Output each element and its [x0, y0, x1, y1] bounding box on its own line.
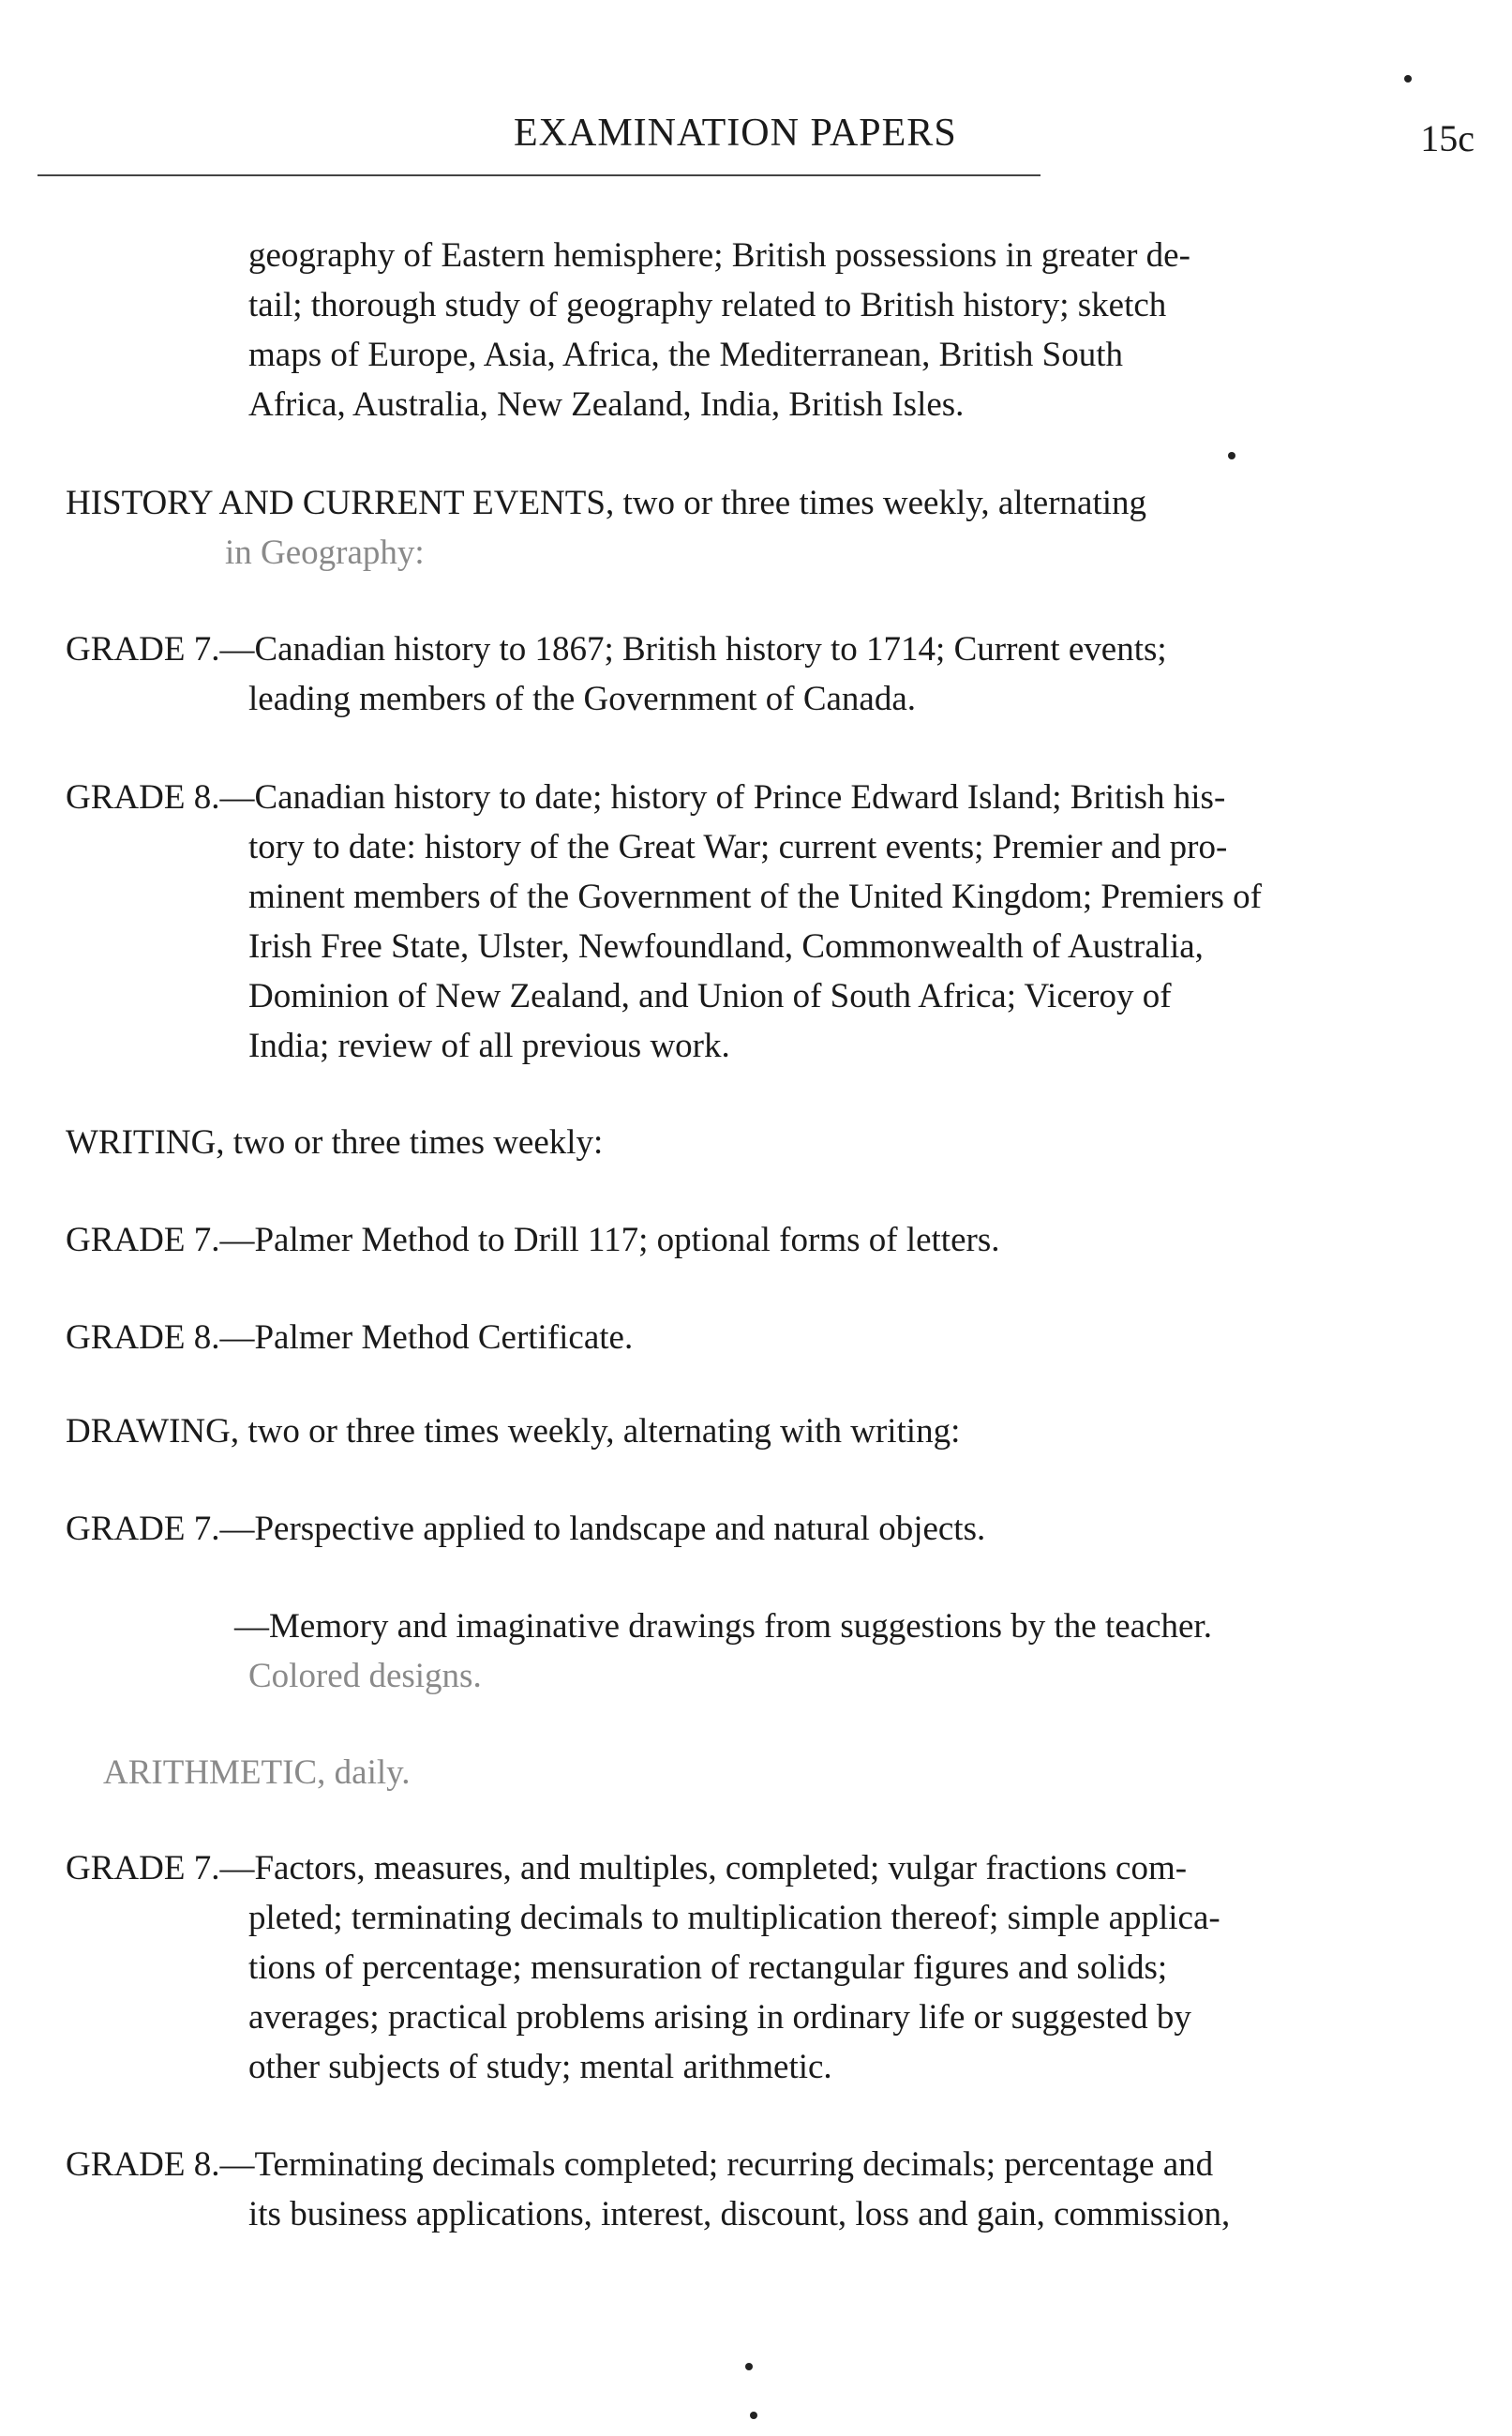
geography-continuation-paragraph: [248, 231, 1472, 429]
writing-heading-paragraph: [66, 1118, 1472, 1167]
text-line: GRADE 7.—Palmer Method to Drill 117; optional forms of letters.: [66, 1221, 1000, 1259]
text-line: tail; thorough study of geography related to British history; sketch: [248, 286, 1167, 324]
scan-speck: [750, 2412, 757, 2419]
text-line: leading members of the Government of Canada.: [248, 680, 917, 718]
text-line: in Geography:: [225, 534, 425, 572]
arithmetic-grade-7-paragraph: [66, 1843, 1472, 2092]
text-line: WRITING, two or three times weekly:: [66, 1123, 604, 1162]
text-line: ARITHMETIC, daily.: [103, 1753, 411, 1792]
text-line: GRADE 7.—Factors, measures, and multiples, completed; vulgar fractions com-: [66, 1849, 1188, 1887]
text-line: other subjects of study; mental arithmetic.: [248, 2048, 832, 2086]
arithmetic-heading-paragraph: [103, 1748, 1472, 1797]
page-number: 15c: [1420, 117, 1475, 159]
history-grade-7-paragraph: [66, 624, 1472, 724]
running-title: EXAMINATION PAPERS: [514, 112, 957, 155]
scan-speck: [745, 2363, 753, 2370]
arithmetic-grade-8-paragraph: [66, 2140, 1472, 2239]
text-line: Dominion of New Zealand, and Union of South Africa; Viceroy of: [248, 977, 1172, 1015]
text-line: tory to date: history of the Great War; current events; Premier and pro-: [248, 828, 1228, 866]
page-header: [0, 111, 1512, 167]
text-line: maps of Europe, Asia, Africa, the Mediterranean, British South: [248, 336, 1124, 374]
text-line: Africa, Australia, New Zealand, India, British Isles.: [248, 385, 965, 424]
text-line: GRADE 7.—Perspective applied to landscape and natural objects.: [66, 1510, 986, 1548]
text-line: pleted; terminating decimals to multiplication thereof; simple applica-: [248, 1899, 1220, 1937]
text-line: minent members of the Government of the United Kingdom; Premiers of: [248, 878, 1262, 916]
drawing-heading-paragraph: [66, 1406, 1472, 1456]
header-rule: [37, 174, 1040, 176]
text-line: GRADE 7.—Canadian history to 1867; British history to 1714; Current events;: [66, 630, 1167, 669]
text-line: Colored designs.: [248, 1657, 482, 1695]
text-line: GRADE 8.—Palmer Method Certificate.: [66, 1318, 634, 1357]
text-line: HISTORY AND CURRENT EVENTS, two or three times weekly, alternating: [66, 484, 1147, 522]
drawing-grade-7-paragraph: [66, 1504, 1472, 1554]
writing-grade-8-paragraph: [66, 1313, 1472, 1362]
text-line: tions of percentage; mensuration of rectangular figures and solids;: [248, 1948, 1168, 1987]
text-line: DRAWING, two or three times weekly, alternating with writing:: [66, 1412, 961, 1451]
text-line: its business applications, interest, discount, loss and gain, commission,: [248, 2195, 1231, 2233]
text-line: averages; practical problems arising in ordinary life or suggested by: [248, 1998, 1191, 2037]
writing-grade-7-paragraph: [66, 1215, 1472, 1265]
drawing-grade-8-paragraph: [234, 1601, 1472, 1701]
text-line: Irish Free State, Ulster, Newfoundland, Commonwealth of Australia,: [248, 927, 1204, 966]
history-grade-8-paragraph: [66, 773, 1472, 1071]
text-line: India; review of all previous work.: [248, 1027, 730, 1065]
history-heading-paragraph: [66, 478, 1472, 578]
text-line: GRADE 8.—Terminating decimals completed; recurring decimals; percentage and: [66, 2145, 1214, 2184]
text-line: —Memory and imaginative drawings from suggestions by the teacher.: [234, 1607, 1212, 1646]
scan-speck: [1404, 75, 1412, 83]
text-line: GRADE 8.—Canadian history to date; history of Prince Edward Island; British his-: [66, 778, 1226, 817]
scan-speck: [1228, 452, 1235, 459]
text-line: geography of Eastern hemisphere; British possessions in greater de-: [248, 236, 1190, 275]
